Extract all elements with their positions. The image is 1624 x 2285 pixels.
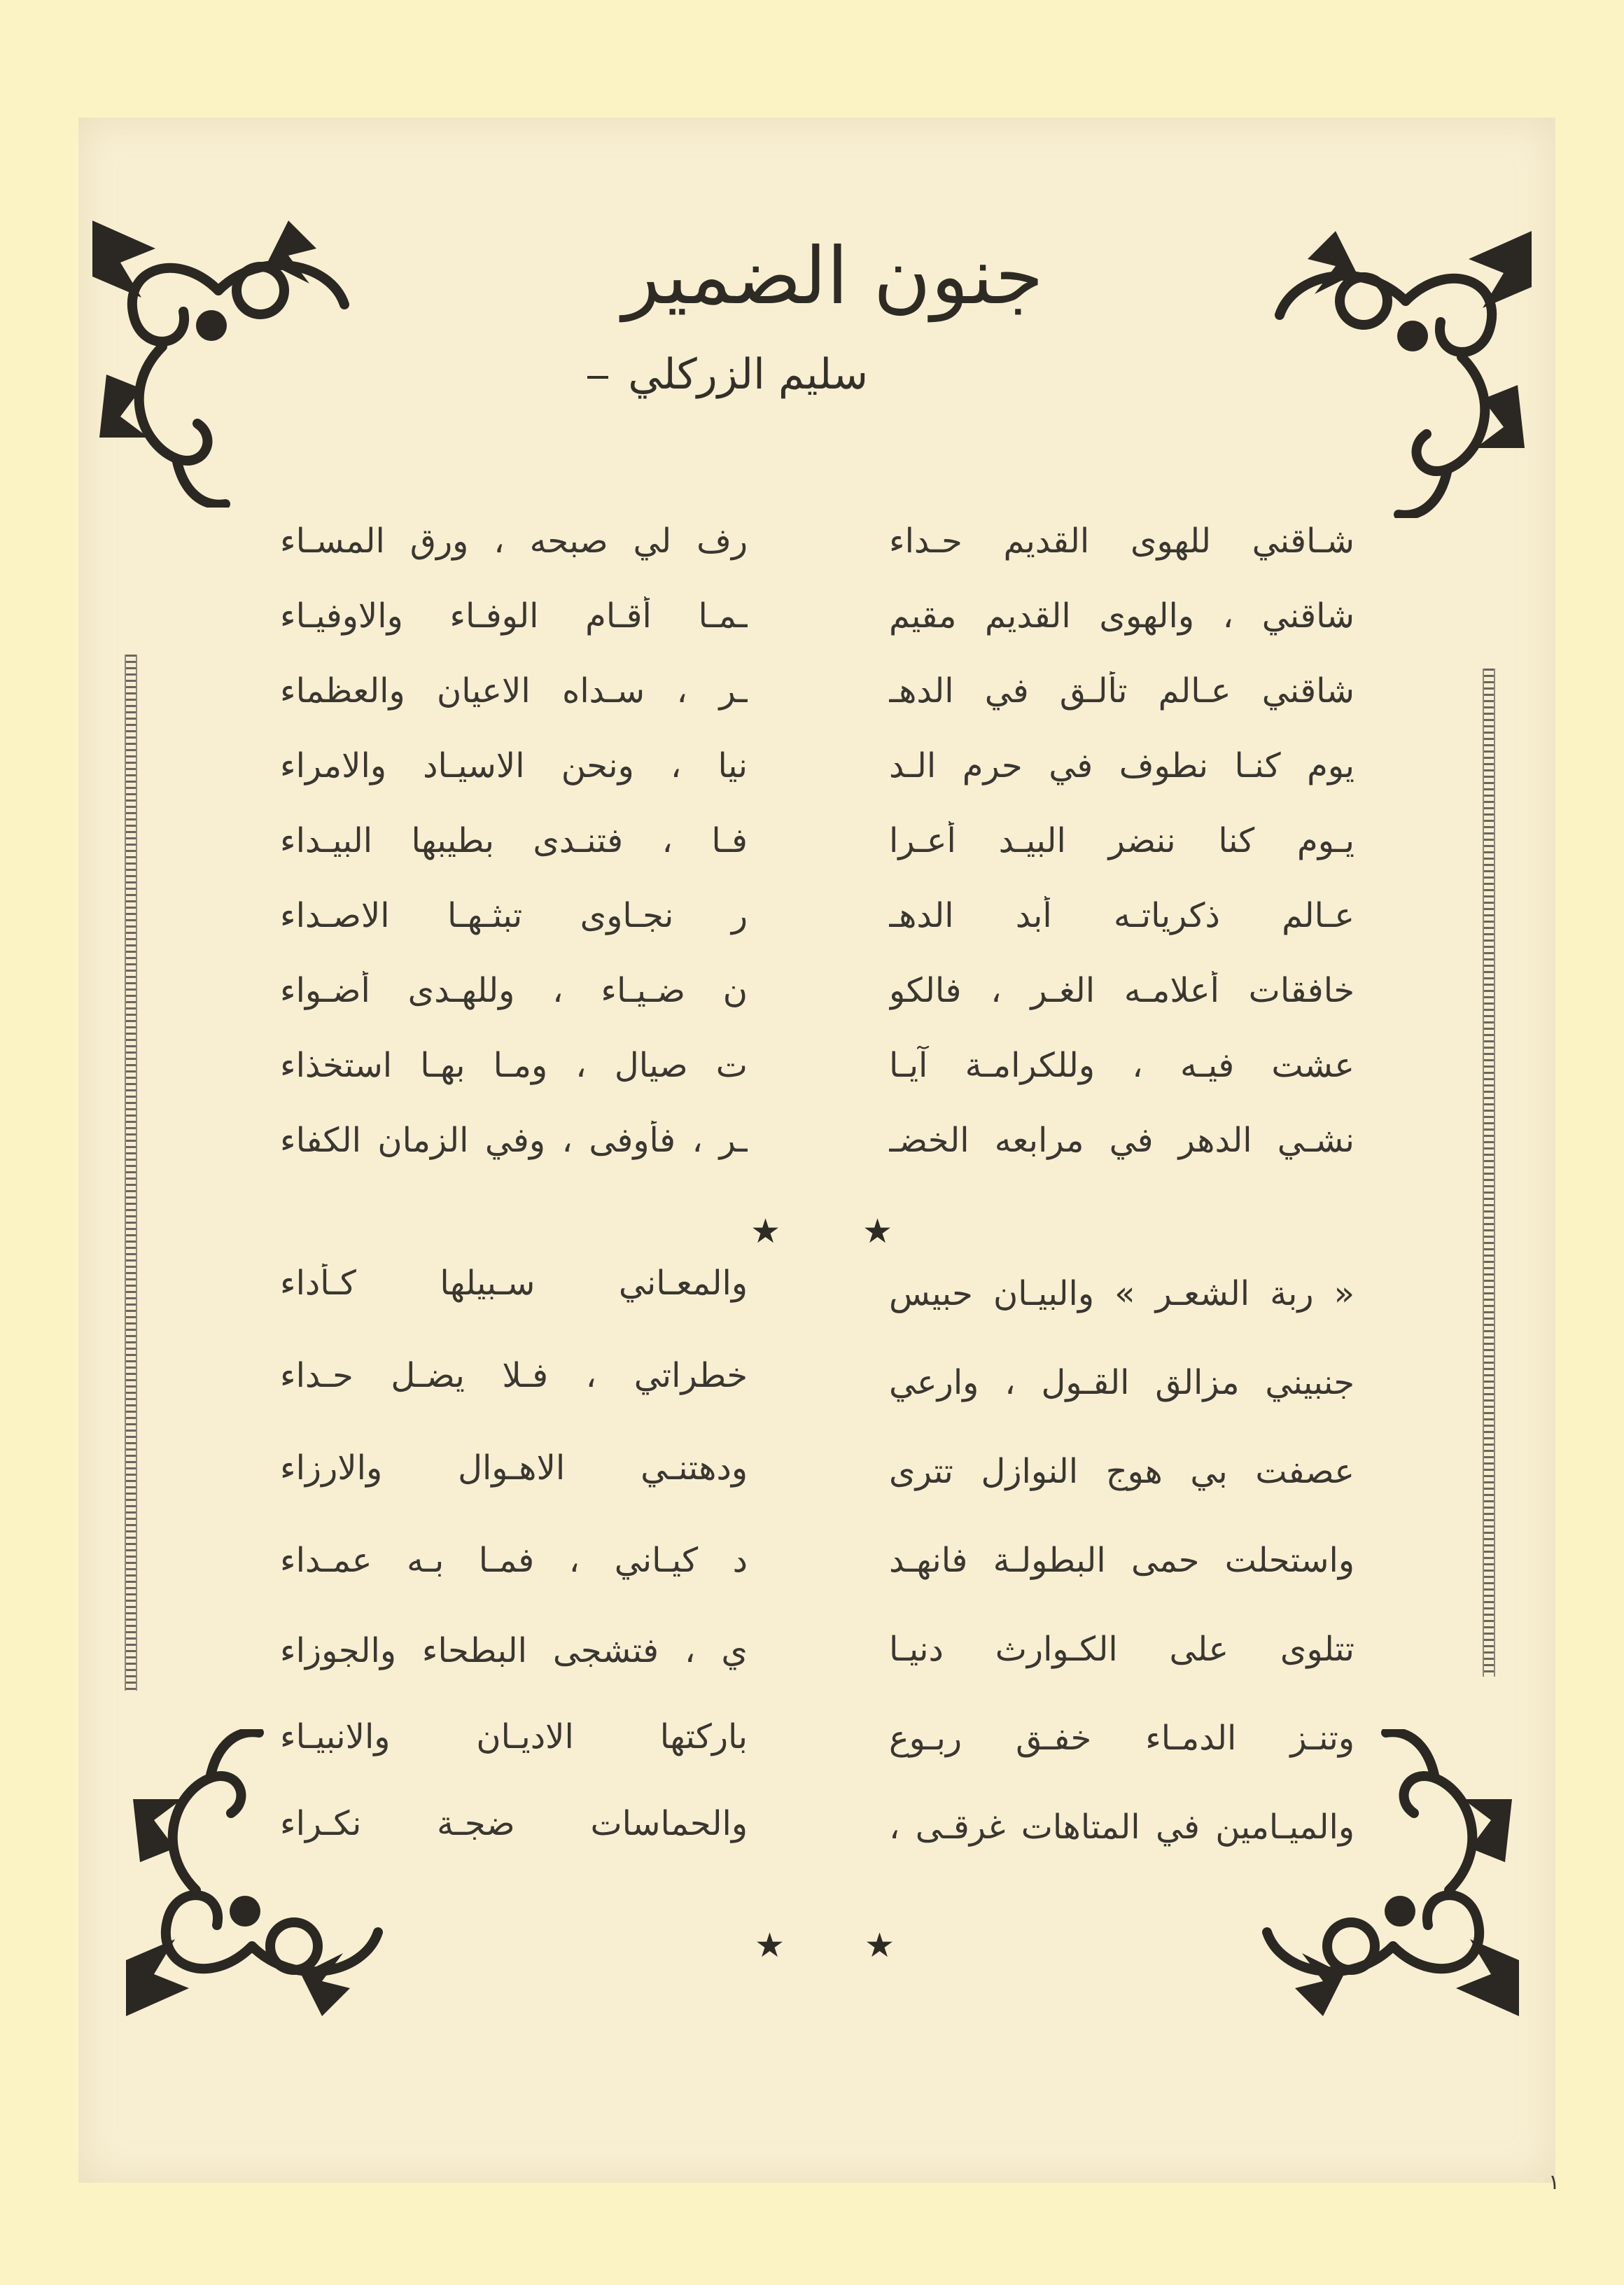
verse-line: شـاقني للهوى القديم حـداء (889, 522, 1354, 561)
verse-line: فـا ، فتنـدى بطيبها البيـداء (280, 821, 748, 860)
verse-line: ت صيال ، ومـا بهـا استخذاء (280, 1046, 748, 1085)
verse-line: ن ضـيـاء ، وللهـدى أضـواء (280, 971, 748, 1010)
stanza1-right-column (889, 522, 1354, 1180)
verse-line: والميـامين في المتاهات غرقـى ، (889, 1808, 1354, 1847)
right-border-rule (1483, 669, 1495, 1677)
verse-line: والمعـاني سـبيلها كـأداء (280, 1264, 748, 1303)
verse-line: شاقني عـالم تألـق في الدهـ (889, 671, 1354, 711)
poem-author: سليم الزركلي (518, 350, 868, 399)
separator-star: ★ (755, 1926, 785, 1965)
verse-line: شاقني ، والهوى القديم مقيم (889, 596, 1354, 636)
separator-star: ★ (750, 1212, 781, 1251)
poem-title: جنون الضمير (622, 231, 1044, 322)
verse-line: عصفت بي هوج النوازل تترى (889, 1452, 1354, 1491)
page-number: ١ (1548, 2170, 1560, 2195)
verse-line: يوم كنـا نطوف في حرم الـد (889, 746, 1354, 785)
ornament-top-right-icon (1245, 217, 1546, 518)
verse-line: جنبيني مزالق القـول ، وارعي (889, 1363, 1354, 1402)
verse-line: د كيـاني ، فمـا بـه عمـداء (280, 1541, 748, 1580)
verse-line: نشـي الدهر في مرابعه الخضـ (889, 1121, 1354, 1160)
verse-line: رف لي صبحه ، ورق المسـاء (280, 522, 748, 561)
stanza1-left-column (280, 522, 748, 1180)
verse-line: والحماسات ضجـة نكـراء (280, 1804, 748, 1843)
verse-line: ر نجـاوى تبثـهـا الاصـداء (280, 896, 748, 935)
verse-line: نيا ، ونحن الاسيـاد والامراء (280, 746, 748, 785)
verse-line: خطراتي ، فـلا يضـل حـداء (280, 1356, 748, 1395)
verse-line: وتنـز الدمـاء خفـق ربـوع (889, 1719, 1354, 1758)
verse-line: عـالم ذكرياتـه أبد الدهـ (889, 896, 1354, 935)
verse-line: ـر ، سـداه الاعيان والعظماء (280, 671, 748, 711)
stanza2-right-column (889, 1274, 1354, 1862)
separator-star: ★ (864, 1926, 895, 1965)
verse-line: واستحلت حمى البطولـة فانهـد (889, 1541, 1354, 1580)
verse-line: تتلوى على الكـوارث دنيـا (889, 1630, 1354, 1669)
stanza2-left-column (280, 1264, 748, 1852)
verse-line: « ربة الشعـر » والبيـان حبيس (889, 1274, 1354, 1313)
separator-star: ★ (862, 1212, 893, 1251)
verse-line: ي ، فتشجى البطحاء والجوزاء (280, 1631, 748, 1670)
verse-line: عشت فيـه ، وللكرامـة آيـا (889, 1046, 1354, 1085)
verse-line: خافقات أعلامـه الغـر ، فالكو (889, 971, 1354, 1010)
left-border-rule (125, 655, 137, 1691)
verse-line: ـمـا أقـام الوفـاء والاوفيـاء (280, 596, 748, 636)
verse-line: ودهتنـي الاهـوال والارزاء (280, 1448, 748, 1488)
verse-line: باركتها الاديـان والانبيـاء (280, 1717, 748, 1756)
verse-line: ـر ، فأوفى ، وفي الزمان الكفاء (280, 1121, 748, 1160)
verse-line: يـوم كنا ننضر البيـد أعـرا (889, 821, 1354, 860)
ornament-top-left-icon (78, 207, 379, 508)
